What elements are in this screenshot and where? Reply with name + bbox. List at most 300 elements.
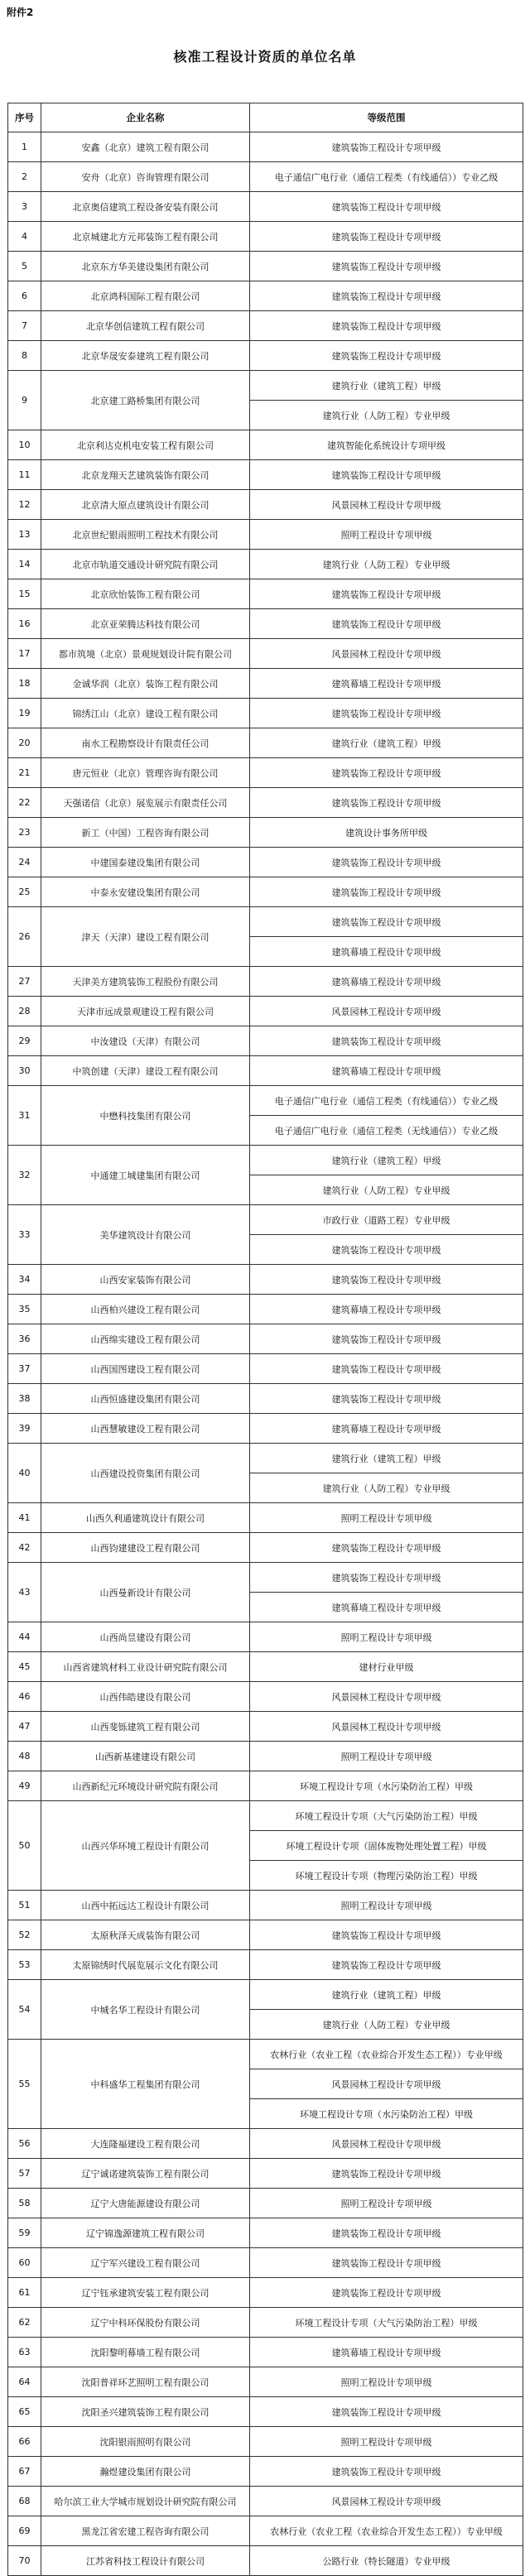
table-row (8, 579, 523, 609)
row-number: 46 (8, 1682, 41, 1712)
row-number: 10 (8, 430, 41, 460)
table-row (8, 699, 523, 728)
row-number: 7 (8, 311, 41, 341)
row-number: 35 (8, 1295, 41, 1324)
qualification-scope: 建筑装饰工程设计专项甲级 (250, 609, 523, 639)
company-name: 北京城建北方元邦装饰工程有限公司 (41, 222, 250, 252)
qualification-scope: 风景园林工程设计专项甲级 (250, 2487, 523, 2516)
table-row (8, 1295, 523, 1324)
qualification-scope: 建筑设计事务所甲级 (250, 818, 523, 848)
row-number: 52 (8, 1920, 41, 1950)
qualification-scope: 建筑幕墙工程设计专项甲级 (250, 1056, 523, 1086)
qualification-scope: 风景园林工程设计专项甲级 (250, 490, 523, 520)
company-name: 金诚华润（北京）装饰工程有限公司 (41, 669, 250, 699)
table-header-row (8, 103, 523, 132)
company-name: 辽宁中科环保股份有限公司 (41, 2308, 250, 2338)
row-number: 1 (8, 132, 41, 162)
row-number: 48 (8, 1742, 41, 1771)
qualification-scope: 照明工程设计专项甲级 (250, 2189, 523, 2218)
company-name: 瀚煜建设集团有限公司 (41, 2457, 250, 2487)
company-name: 辽宁大唐能源建设有限公司 (41, 2189, 250, 2218)
table-row (8, 1980, 523, 2010)
company-name: 北京欣怡装饰工程有限公司 (41, 579, 250, 609)
company-name: 中懋科技集团有限公司 (41, 1086, 250, 1146)
row-number: 61 (8, 2278, 41, 2308)
company-name: 江苏省科技工程设计有限公司 (41, 2546, 250, 2576)
company-name: 津天（天津）建设工程有限公司 (41, 907, 250, 967)
row-number: 45 (8, 1652, 41, 1682)
qualification-scope: 照明工程设计专项甲级 (250, 1503, 523, 1533)
company-name: 北京亚荣腾达科技有限公司 (41, 609, 250, 639)
row-number: 70 (8, 2546, 41, 2576)
table-row (8, 222, 523, 252)
row-number: 2 (8, 162, 41, 192)
company-name: 山西安家装饰有限公司 (41, 1265, 250, 1295)
table-row (8, 2159, 523, 2189)
company-name: 安舟（北京）咨询管理有限公司 (41, 162, 250, 192)
row-number: 5 (8, 252, 41, 281)
qualification-scope: 建筑装饰工程设计专项甲级 (250, 1950, 523, 1980)
company-name: 山西新纪元环境设计研究院有限公司 (41, 1771, 250, 1801)
qualification-scope: 风景园林工程设计专项甲级 (250, 997, 523, 1026)
qualification-scope: 建筑装饰工程设计专项甲级 (250, 2278, 523, 2308)
qualification-scope: 电子通信广电行业（通信工程类（有线通信））专业乙级 (250, 162, 523, 192)
table-row (8, 1622, 523, 1652)
company-name: 沈阳圣兴建筑装饰工程有限公司 (41, 2397, 250, 2427)
qualification-scope: 建筑装饰工程设计专项甲级 (250, 1354, 523, 1384)
qualification-scope: 环境工程设计专项（固体废物处理处置工程）甲级 (250, 1831, 523, 1861)
qualification-scope: 风景园林工程设计专项甲级 (250, 639, 523, 669)
table-row (8, 1086, 523, 1116)
table-row (8, 1146, 523, 1175)
table-row (8, 1533, 523, 1563)
company-name: 中建国泰建设集团有限公司 (41, 848, 250, 877)
table-row (8, 728, 523, 758)
company-name: 山西尚昱建设有限公司 (41, 1622, 250, 1652)
company-name: 北京龙翔天艺建筑装饰有限公司 (41, 460, 250, 490)
table-row (8, 2397, 523, 2427)
row-number: 33 (8, 1205, 41, 1265)
qualification-scope: 建筑装饰工程设计专项甲级 (250, 252, 523, 281)
table-row (8, 2516, 523, 2546)
table-row (8, 371, 523, 401)
row-number: 26 (8, 907, 41, 967)
qualification-scope: 建筑行业（建筑工程）甲级 (250, 371, 523, 401)
row-number: 17 (8, 639, 41, 669)
company-name: 大连隆福建设工程有限公司 (41, 2129, 250, 2159)
table-row (8, 550, 523, 579)
company-name: 天津美方建筑装饰工程股份有限公司 (41, 967, 250, 997)
row-number: 31 (8, 1086, 41, 1146)
row-number: 30 (8, 1056, 41, 1086)
table-row (8, 192, 523, 222)
qualification-scope: 照明工程设计专项甲级 (250, 1891, 523, 1920)
qualification-scope: 建筑幕墙工程设计专项甲级 (250, 937, 523, 967)
qualification-scope: 建筑装饰工程设计专项甲级 (250, 2218, 523, 2248)
table-row (8, 2308, 523, 2338)
table-row (8, 2189, 523, 2218)
company-name: 北京华晟安泰建筑工程有限公司 (41, 341, 250, 371)
company-name: 中科盛华工程集团有限公司 (41, 2040, 250, 2129)
qualification-scope: 建筑行业（人防工程）专业甲级 (250, 1473, 523, 1503)
table-row (8, 2427, 523, 2457)
row-number: 23 (8, 818, 41, 848)
row-number: 65 (8, 2397, 41, 2427)
qualification-scope: 建筑装饰工程设计专项甲级 (250, 132, 523, 162)
qualification-scope: 建筑智能化系统设计专项甲级 (250, 430, 523, 460)
row-number: 19 (8, 699, 41, 728)
row-number: 38 (8, 1384, 41, 1414)
qualification-scope: 建筑装饰工程设计专项甲级 (250, 460, 523, 490)
qualification-scope: 建筑装饰工程设计专项甲级 (250, 699, 523, 728)
table-row (8, 1801, 523, 1831)
company-name: 太原锦绣时代展览展示文化有限公司 (41, 1950, 250, 1980)
table-body (8, 132, 523, 2576)
table-row (8, 460, 523, 490)
table-row (8, 967, 523, 997)
qualification-scope: 建筑装饰工程设计专项甲级 (250, 2159, 523, 2189)
company-name: 北京华创信建筑工程有限公司 (41, 311, 250, 341)
row-number: 15 (8, 579, 41, 609)
company-name: 中筑创建（天津）建设工程有限公司 (41, 1056, 250, 1086)
row-number: 55 (8, 2040, 41, 2129)
table-row (8, 1265, 523, 1295)
qualification-scope: 照明工程设计专项甲级 (250, 1622, 523, 1652)
company-name: 山西恒盛建设集团有限公司 (41, 1384, 250, 1414)
row-number: 62 (8, 2308, 41, 2338)
company-name: 北京清大原点建筑设计有限公司 (41, 490, 250, 520)
company-name: 山西省建筑材料工业设计研究院有限公司 (41, 1652, 250, 1682)
company-name: 辽宁钰承建筑安装工程有限公司 (41, 2278, 250, 2308)
row-number: 24 (8, 848, 41, 877)
qualification-scope: 建筑幕墙工程设计专项甲级 (250, 2338, 523, 2367)
table-row (8, 2367, 523, 2397)
company-name: 辽宁军兴建设工程有限公司 (41, 2248, 250, 2278)
qualification-scope: 建筑行业（建筑工程）甲级 (250, 1146, 523, 1175)
table-row (8, 997, 523, 1026)
table-row (8, 1384, 523, 1414)
row-number: 53 (8, 1950, 41, 1980)
qualification-scope: 建筑装饰工程设计专项甲级 (250, 1324, 523, 1354)
qualification-scope: 建筑装饰工程设计专项甲级 (250, 2248, 523, 2278)
qualification-scope: 公路行业（特长隧道）专业甲级 (250, 2546, 523, 2576)
qualification-scope: 电子通信广电行业（通信工程类（有线通信））专业乙级 (250, 1086, 523, 1116)
row-number: 25 (8, 877, 41, 907)
company-name: 黑龙江省宏建工程咨询有限公司 (41, 2516, 250, 2546)
qualification-scope: 建筑装饰工程设计专项甲级 (250, 1265, 523, 1295)
table-row (8, 907, 523, 937)
row-number: 51 (8, 1891, 41, 1920)
qualification-scope: 照明工程设计专项甲级 (250, 1742, 523, 1771)
company-name: 辽宁诚诺建筑装饰工程有限公司 (41, 2159, 250, 2189)
table-row (8, 1414, 523, 1444)
table-row (8, 2278, 523, 2308)
row-number: 50 (8, 1801, 41, 1891)
qualification-scope: 建筑幕墙工程设计专项甲级 (250, 967, 523, 997)
table-row (8, 162, 523, 192)
table-row (8, 1950, 523, 1980)
row-number: 21 (8, 758, 41, 788)
table-row (8, 2040, 523, 2069)
company-name: 山西曼新设计有限公司 (41, 1563, 250, 1622)
qualification-scope: 建筑装饰工程设计专项甲级 (250, 281, 523, 311)
qualification-scope: 环境工程设计专项（水污染防治工程）甲级 (250, 2099, 523, 2129)
row-number: 13 (8, 520, 41, 550)
qualification-scope: 建筑行业（人防工程）专业甲级 (250, 401, 523, 430)
row-number: 28 (8, 997, 41, 1026)
qualification-scope: 建筑装饰工程设计专项甲级 (250, 311, 523, 341)
table-row (8, 758, 523, 788)
company-name: 中通建工城建集团有限公司 (41, 1146, 250, 1205)
table-row (8, 669, 523, 699)
table-row (8, 788, 523, 818)
table-row (8, 2218, 523, 2248)
qualification-scope: 建筑行业（人防工程）专业甲级 (250, 1175, 523, 1205)
company-name: 山西斐铄建筑工程有限公司 (41, 1712, 250, 1742)
qualification-scope: 建筑装饰工程设计专项甲级 (250, 2457, 523, 2487)
company-name: 北京东方华美建设集团有限公司 (41, 252, 250, 281)
row-number: 11 (8, 460, 41, 490)
company-name: 山西柏兴建设工程有限公司 (41, 1295, 250, 1324)
qualification-scope: 建筑装饰工程设计专项甲级 (250, 1026, 523, 1056)
table-row (8, 2338, 523, 2367)
table-row (8, 341, 523, 371)
qualification-scope: 环境工程设计专项（大气污染防治工程）甲级 (250, 1801, 523, 1831)
table-row (8, 252, 523, 281)
qualification-scope: 建筑装饰工程设计专项甲级 (250, 2397, 523, 2427)
company-name: 中城名华工程设计有限公司 (41, 1980, 250, 2040)
row-number: 4 (8, 222, 41, 252)
row-number: 22 (8, 788, 41, 818)
row-number: 43 (8, 1563, 41, 1622)
row-number: 64 (8, 2367, 41, 2397)
qualification-scope: 风景园林工程设计专项甲级 (250, 2069, 523, 2099)
column-header-company: 企业名称 (41, 103, 250, 132)
company-name: 安鑫（北京）建筑工程有限公司 (41, 132, 250, 162)
table-row (8, 311, 523, 341)
company-name: 山西兴华环境工程设计有限公司 (41, 1801, 250, 1891)
table-row (8, 2487, 523, 2516)
qualification-scope: 风景园林工程设计专项甲级 (250, 1712, 523, 1742)
table-row (8, 877, 523, 907)
table-row (8, 1891, 523, 1920)
company-name: 锦绣江山（北京）建设工程有限公司 (41, 699, 250, 728)
qualification-scope: 建筑行业（人防工程）专业甲级 (250, 550, 523, 579)
company-name: 新工（中国）工程咨询有限公司 (41, 818, 250, 848)
row-number: 36 (8, 1324, 41, 1354)
row-number: 29 (8, 1026, 41, 1056)
company-name: 太原秋泽天成装饰有限公司 (41, 1920, 250, 1950)
table-row (8, 1056, 523, 1086)
company-name: 北京利达克机电安装工程有限公司 (41, 430, 250, 460)
row-number: 54 (8, 1980, 41, 2040)
qualification-scope: 建筑装饰工程设计专项甲级 (250, 1384, 523, 1414)
company-name: 山西新基建建设有限公司 (41, 1742, 250, 1771)
company-name: 北京奥信建筑工程设备安装有限公司 (41, 192, 250, 222)
row-number: 57 (8, 2159, 41, 2189)
company-name: 沈阳黎明幕墙工程有限公司 (41, 2338, 250, 2367)
row-number: 47 (8, 1712, 41, 1742)
table-row (8, 1205, 523, 1235)
company-name: 美华建筑设计有限公司 (41, 1205, 250, 1265)
table-row (8, 1652, 523, 1682)
table-row (8, 520, 523, 550)
row-number: 42 (8, 1533, 41, 1563)
qualification-scope: 建筑装饰工程设计专项甲级 (250, 341, 523, 371)
company-name: 唐元恒业（北京）管理咨询有限公司 (41, 758, 250, 788)
company-name: 山西久利通建筑设计有限公司 (41, 1503, 250, 1533)
row-number: 12 (8, 490, 41, 520)
table-row (8, 430, 523, 460)
row-number: 34 (8, 1265, 41, 1295)
row-number: 6 (8, 281, 41, 311)
company-name: 中泰永安建设集团有限公司 (41, 877, 250, 907)
row-number: 27 (8, 967, 41, 997)
row-number: 49 (8, 1771, 41, 1801)
row-number: 58 (8, 2189, 41, 2218)
qualification-scope: 建筑幕墙工程设计专项甲级 (250, 1414, 523, 1444)
table-row (8, 132, 523, 162)
qualification-scope: 建筑行业（建筑工程）甲级 (250, 728, 523, 758)
row-number: 41 (8, 1503, 41, 1533)
company-name: 北京市轨道交通设计研究院有限公司 (41, 550, 250, 579)
qualification-scope: 环境工程设计专项（大气污染防治工程）甲级 (250, 2308, 523, 2338)
table-row (8, 1563, 523, 1593)
qualification-scope: 建筑幕墙工程设计专项甲级 (250, 1295, 523, 1324)
qualification-scope: 照明工程设计专项甲级 (250, 2427, 523, 2457)
table-row (8, 2546, 523, 2576)
qualification-scope: 照明工程设计专项甲级 (250, 520, 523, 550)
company-name: 北京世纪银雨照明工程技术有限公司 (41, 520, 250, 550)
company-name: 北京鸿科国际工程有限公司 (41, 281, 250, 311)
qualification-scope: 环境工程设计专项（物理污染防治工程）甲级 (250, 1861, 523, 1891)
row-number: 69 (8, 2516, 41, 2546)
row-number: 20 (8, 728, 41, 758)
company-name: 都市筑境（北京）景观规划设计院有限公司 (41, 639, 250, 669)
table-row (8, 1682, 523, 1712)
qualification-scope: 建筑装饰工程设计专项甲级 (250, 1563, 523, 1593)
qualification-scope: 市政行业（道路工程）专业甲级 (250, 1205, 523, 1235)
qualification-scope: 建筑装饰工程设计专项甲级 (250, 907, 523, 937)
row-number: 66 (8, 2427, 41, 2457)
row-number: 59 (8, 2218, 41, 2248)
qualification-scope: 农林行业（农业工程（农业综合开发生态工程））专业甲级 (250, 2040, 523, 2069)
row-number: 68 (8, 2487, 41, 2516)
row-number: 40 (8, 1444, 41, 1503)
table-row (8, 490, 523, 520)
table-row (8, 1444, 523, 1473)
row-number: 60 (8, 2248, 41, 2278)
qualification-scope: 风景园林工程设计专项甲级 (250, 2129, 523, 2159)
row-number: 14 (8, 550, 41, 579)
table-row (8, 1324, 523, 1354)
table-row (8, 1712, 523, 1742)
qualification-scope: 建材行业甲级 (250, 1652, 523, 1682)
row-number: 32 (8, 1146, 41, 1205)
company-name: 沈阳银雨照明有限公司 (41, 2427, 250, 2457)
table-row (8, 2129, 523, 2159)
row-number: 56 (8, 2129, 41, 2159)
company-name: 北京建工路桥集团有限公司 (41, 371, 250, 430)
qualification-scope: 农林行业（农业工程（农业综合开发生态工程））专业甲级 (250, 2516, 523, 2546)
company-name: 沈阳普祥环艺照明工程有限公司 (41, 2367, 250, 2397)
qualification-scope: 建筑装饰工程设计专项甲级 (250, 877, 523, 907)
company-name: 中汝建设（天津）有限公司 (41, 1026, 250, 1056)
table-row (8, 2457, 523, 2487)
row-number: 8 (8, 341, 41, 371)
qualification-scope: 环境工程设计专项（水污染防治工程）甲级 (250, 1771, 523, 1801)
row-number: 18 (8, 669, 41, 699)
company-name: 辽宁锦逸源建筑工程有限公司 (41, 2218, 250, 2248)
row-number: 67 (8, 2457, 41, 2487)
qualification-scope: 建筑装饰工程设计专项甲级 (250, 848, 523, 877)
table-row (8, 2248, 523, 2278)
table-row (8, 1771, 523, 1801)
company-name: 山西绵实建设工程有限公司 (41, 1324, 250, 1354)
company-name: 山西伟皓建设有限公司 (41, 1682, 250, 1712)
row-number: 39 (8, 1414, 41, 1444)
qualification-scope: 电子通信广电行业（通信工程类（无线通信））专业乙级 (250, 1116, 523, 1146)
qualification-scope: 建筑装饰工程设计专项甲级 (250, 1235, 523, 1265)
qualification-scope: 建筑装饰工程设计专项甲级 (250, 579, 523, 609)
qualification-scope: 建筑幕墙工程设计专项甲级 (250, 1593, 523, 1622)
company-name: 哈尔滨工业大学城市规划设计研究院有限公司 (41, 2487, 250, 2516)
qualification-scope: 建筑装饰工程设计专项甲级 (250, 1920, 523, 1950)
document-title: 核准工程设计资质的单位名单 (173, 49, 357, 65)
qualification-scope: 建筑装饰工程设计专项甲级 (250, 1533, 523, 1563)
row-number: 16 (8, 609, 41, 639)
company-name: 山西中拓远达工程设计有限公司 (41, 1891, 250, 1920)
table-row (8, 1503, 523, 1533)
row-number: 37 (8, 1354, 41, 1384)
qualification-scope: 建筑行业（人防工程）专业甲级 (250, 2010, 523, 2040)
qualification-scope: 建筑装饰工程设计专项甲级 (250, 788, 523, 818)
qualification-table (7, 103, 523, 2576)
table-row (8, 609, 523, 639)
row-number: 63 (8, 2338, 41, 2367)
qualification-scope: 建筑行业（建筑工程）甲级 (250, 1980, 523, 2010)
qualification-scope: 建筑幕墙工程设计专项甲级 (250, 669, 523, 699)
company-name: 天津市远成景观建设工程有限公司 (41, 997, 250, 1026)
attachment-label: 附件2 (7, 7, 34, 18)
column-header-scope: 等级范围 (250, 103, 523, 132)
table-row (8, 281, 523, 311)
table-row (8, 848, 523, 877)
company-name: 南水工程勘察设计有限责任公司 (41, 728, 250, 758)
table-row (8, 1026, 523, 1056)
row-number: 3 (8, 192, 41, 222)
company-name: 山西钧建建设工程有限公司 (41, 1533, 250, 1563)
table-row (8, 1920, 523, 1950)
table-row (8, 1742, 523, 1771)
column-header-no: 序号 (8, 103, 41, 132)
qualification-scope: 建筑装饰工程设计专项甲级 (250, 192, 523, 222)
company-name: 天强诺信（北京）展览展示有限责任公司 (41, 788, 250, 818)
qualification-scope: 建筑装饰工程设计专项甲级 (250, 758, 523, 788)
company-name: 山西国图建设工程有限公司 (41, 1354, 250, 1384)
row-number: 44 (8, 1622, 41, 1652)
table-row (8, 639, 523, 669)
table-row (8, 1354, 523, 1384)
row-number: 9 (8, 371, 41, 430)
company-name: 山西建设投资集团有限公司 (41, 1444, 250, 1503)
company-name: 山西慧敏建设工程有限公司 (41, 1414, 250, 1444)
qualification-scope: 建筑装饰工程设计专项甲级 (250, 222, 523, 252)
qualification-scope: 风景园林工程设计专项甲级 (250, 1682, 523, 1712)
qualification-scope: 建筑行业（建筑工程）甲级 (250, 1444, 523, 1473)
qualification-scope: 照明工程设计专项甲级 (250, 2367, 523, 2397)
table-row (8, 818, 523, 848)
